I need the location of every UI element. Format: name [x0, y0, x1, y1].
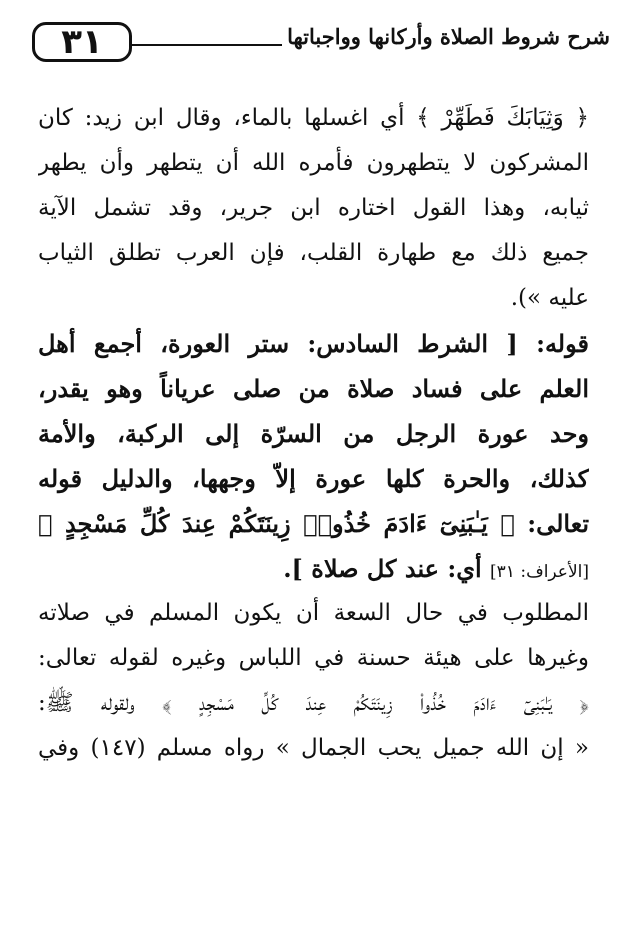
bold-text-line: قوله: [ الشرط السادس: ستر العورة، أجمع أهل	[38, 329, 589, 358]
bold-text-line: العلم على فساد صلاة من صلى عرياناً وهو يقدر،	[38, 374, 589, 403]
verse-reference-line	[38, 546, 589, 591]
text-line: المطلوب في حال السعة أن يكون المسلم في صلاته	[38, 600, 589, 626]
bold-text-line: كذلك، والحرة كلها عورة إلاّ وجهها، والدليل قوله	[38, 464, 589, 493]
text-line: جميع ذلك مع طهارة القلب، فإن العرب تطلق الثياب	[38, 240, 589, 266]
bold-text-line: وحد عورة الرجل من السرّة إلى الركبة، والأمة	[38, 419, 589, 448]
text-line: ﴿ وَثِيَابَكَ فَطَهِّرْ ﴾ أي اغسلها بالماء، وقال ابن زيد: كان	[38, 105, 589, 131]
page-header	[22, 18, 610, 70]
text-line: ثيابه، وهذا القول اختاره ابن جرير، وقد تشمل الآية	[38, 195, 589, 221]
text-line: المشركون لا يتطهرون فأمره الله أن يتطهر وأن يطهر	[38, 150, 589, 176]
header-rule	[132, 44, 282, 46]
verse-reference: [الأعراف: ٣١]	[490, 562, 589, 582]
running-title: شرح شروط الصلاة وأركانها وواجباتها	[287, 24, 610, 49]
verse-line: ﴿ يَـٰبَنِىٓ ءَادَمَ خُذُوا۟ زِينَتَكُمْ عِندَ كُلِّ مَسْجِدٍ ﴾ ولقوله ﷺ:	[38, 690, 589, 716]
text-line: « إن الله جميل يحب الجمال » رواه مسلم (١٤٧) وفي	[38, 735, 589, 761]
page-number: ٣١	[32, 22, 132, 62]
verse-reference-text: أي: عند كل صلاة ].	[283, 554, 482, 583]
page-body	[38, 96, 589, 771]
text-line: عليه »).	[510, 285, 589, 311]
verse-line: تعالى: ﴿ يَـٰبَنِىٓ ءَادَمَ خُذُوا۟ زِينَتَكُمْ عِندَ كُلِّ مَسْجِدٍ ﴾	[38, 509, 589, 538]
text-line: وغيرها على هيئة حسنة في اللباس وغيره لقوله تعالى:	[38, 645, 589, 671]
